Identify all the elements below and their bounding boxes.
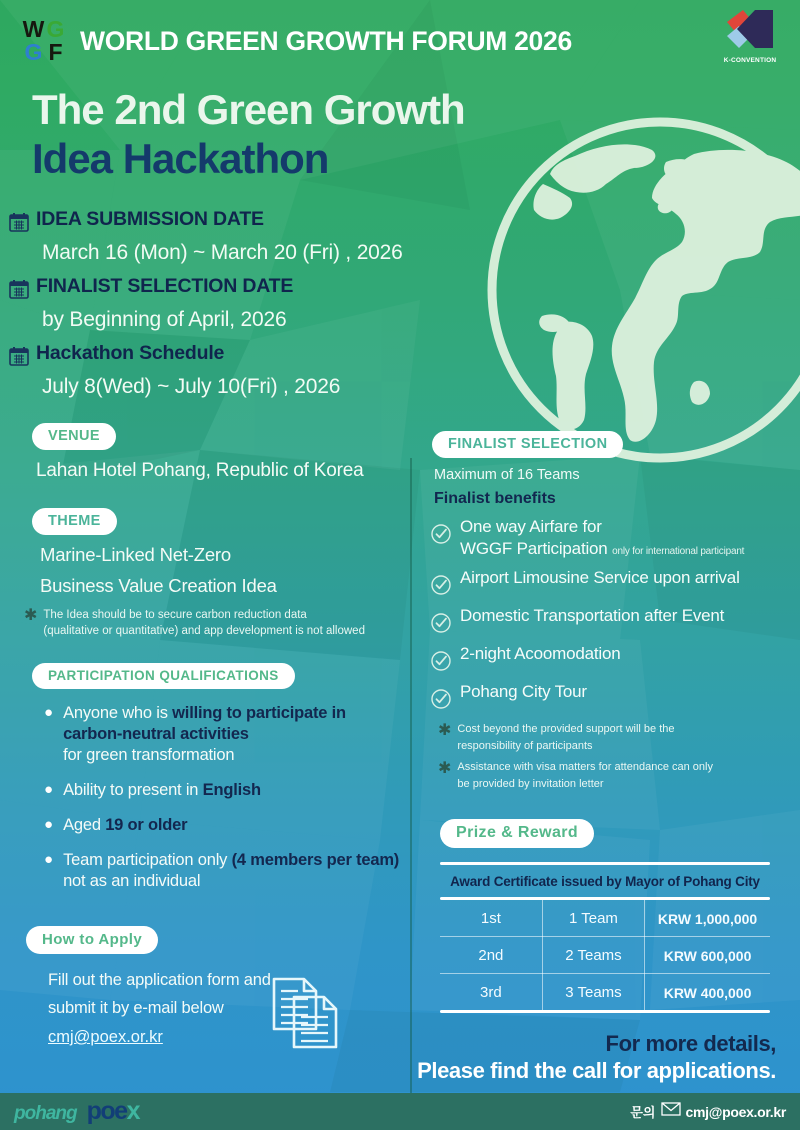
column-divider [410, 458, 412, 1098]
qualifications-list [44, 703, 408, 892]
list-item [430, 641, 800, 677]
list-item [430, 603, 800, 639]
content-columns [0, 409, 800, 1106]
poex-logo [87, 1097, 139, 1126]
footer-logos [14, 1097, 139, 1126]
k-convention-logo [718, 8, 782, 64]
calendar-icon [8, 278, 30, 305]
calendar-icon [8, 345, 30, 372]
date-value-submission: March 16 (Mon) ~ March 20 (Fri) , 2026 [42, 241, 403, 264]
poster-header [0, 0, 800, 64]
finalist-note-1-line-1: Cost beyond the provided support will be the [457, 723, 675, 735]
qual-1-c: carbon-neutral activities [63, 725, 249, 743]
bullet-icon: ● [44, 816, 54, 833]
apply-line-1: Fill out the application form and [48, 971, 271, 989]
prize-reward-pill: Prize & Reward [440, 819, 594, 848]
qual-4-a: Team participation only [63, 851, 232, 869]
date-value-schedule: July 8(Wed) ~ July 10(Fri) , 2026 [42, 375, 341, 398]
star-bullet-icon: ✱ [24, 607, 38, 624]
benefit-4-line-1: 2-night Acoomodation [460, 644, 621, 663]
bullet-icon: ● [44, 704, 54, 721]
theme-note [24, 607, 408, 639]
apply-email-link[interactable]: cmj@poex.or.kr [48, 1028, 163, 1046]
benefit-1-line-1: One way Airfare for [460, 517, 602, 536]
logo-letter-f: F [48, 39, 62, 65]
finalist-selection-pill: FINALIST SELECTION [432, 431, 623, 458]
k-convention-mark [723, 8, 777, 50]
apply-body [48, 966, 408, 1047]
prize-table [440, 900, 770, 1010]
prize-teams-3: 3 Teams [542, 974, 644, 1011]
table-row [440, 900, 770, 937]
benefit-3-line-1: Domestic Transportation after Event [460, 606, 725, 625]
logo-letter-g1: G [46, 16, 64, 42]
key-dates-section [8, 208, 800, 399]
theme-note-line-2: (qualitative or quantitative) and app development is not allowed [43, 625, 365, 637]
finalist-benefits-label: Finalist benefits [434, 490, 556, 507]
pohang-logo: pohang [14, 1103, 77, 1124]
date-row-schedule [8, 342, 800, 372]
left-column [0, 409, 408, 1106]
date-heading-schedule: Hackathon Schedule [36, 342, 225, 364]
theme-line-1: Marine-Linked Net-Zero [40, 544, 231, 565]
forum-title: WORLD GREEN GROWTH FORUM 2026 [80, 25, 572, 56]
qual-3-a: Aged [63, 816, 106, 834]
wggf-logo [22, 18, 66, 64]
qual-4-d: not as an individual [63, 872, 201, 890]
date-row-finalist [8, 275, 800, 305]
prize-rank-3: 3rd [440, 974, 542, 1011]
poex-main: poe [86, 1097, 127, 1125]
qual-1-b: willing to participate in [172, 704, 346, 722]
qual-2-b: English [202, 781, 261, 799]
list-item [44, 850, 408, 892]
qual-1-a: Anyone who is [63, 704, 173, 722]
theme-note-line-1: The Idea should be to secure carbon reduction data [43, 609, 307, 621]
hero-line-2: Idea Hackathon [32, 135, 329, 182]
qual-4-b: (4 members per team) [231, 851, 400, 869]
finalist-notes [438, 721, 800, 793]
more-details-line-1: For more details, [605, 1031, 776, 1056]
how-to-apply-pill: How to Apply [26, 926, 158, 954]
finalist-note-2-line-1: Assistance with visa matters for attendance can only [457, 761, 713, 773]
table-row [440, 937, 770, 974]
benefit-1-note: only for international participant [612, 546, 745, 557]
qual-3-b: 19 or older [105, 816, 188, 834]
check-circle-icon [430, 574, 452, 601]
qualifications-pill: PARTICIPATION QUALIFICATIONS [32, 663, 295, 689]
prize-amount-1: KRW 1,000,000 [645, 900, 770, 937]
benefits-list [430, 514, 800, 715]
qual-2-a: Ability to present in [63, 781, 203, 799]
finalist-note-2-line-2: be provided by invitation letter [457, 778, 604, 790]
footer-contact [630, 1102, 786, 1121]
hero-line-1: The 2nd Green Growth [32, 86, 465, 133]
list-item [430, 514, 800, 563]
prize-amount-2: KRW 600,000 [645, 937, 770, 974]
theme-line-2: Business Value Creation Idea [40, 575, 277, 596]
prize-table-block [440, 862, 770, 1013]
list-item [44, 780, 408, 801]
prize-rank-2: 2nd [440, 937, 542, 974]
check-circle-icon [430, 688, 452, 715]
prize-rank-1: 1st [440, 900, 542, 937]
footer-inquiry-label: 문의 [630, 1105, 656, 1120]
venue-pill: VENUE [32, 423, 116, 450]
check-circle-icon [430, 612, 452, 639]
list-item [44, 815, 408, 836]
prize-certificate-text: Award Certificate issued by Mayor of Pohang City [450, 874, 760, 889]
prize-teams-1: 1 Team [542, 900, 644, 937]
documents-icon [268, 973, 342, 1058]
date-row-submission [8, 208, 800, 238]
qual-1-d: for green transformation [63, 746, 235, 764]
logo-letter-g2: G [24, 39, 42, 65]
list-item [430, 565, 800, 601]
table-row [440, 974, 770, 1011]
date-heading-finalist: FINALIST SELECTION DATE [36, 275, 294, 297]
star-bullet-icon: ✱ [438, 722, 452, 739]
prize-teams-2: 2 Teams [542, 937, 644, 974]
finalist-note-1 [438, 721, 800, 755]
logo-letter-w: W [22, 16, 44, 42]
poster-footer [0, 1093, 800, 1130]
finalist-note-2 [438, 759, 800, 793]
prize-amount-3: KRW 400,000 [663, 984, 752, 1001]
prize-rule-bottom [440, 1010, 770, 1013]
theme-pill: THEME [32, 508, 117, 535]
date-heading-submission: IDEA SUBMISSION DATE [36, 208, 264, 230]
finalist-note-1-line-2: responsibility of participants [457, 740, 593, 752]
check-circle-icon [430, 523, 452, 550]
bullet-icon: ● [44, 781, 54, 798]
finalist-max-teams: Maximum of 16 Teams [434, 467, 580, 483]
star-bullet-icon: ✱ [438, 760, 452, 777]
bullet-icon: ● [44, 851, 54, 868]
list-item [44, 703, 408, 766]
venue-text: Lahan Hotel Pohang, Republic of Korea [36, 460, 364, 481]
date-value-finalist: by Beginning of April, 2026 [42, 308, 287, 331]
poex-x: x [126, 1097, 139, 1125]
more-details-line-2: Please find the call for applications. [417, 1058, 776, 1083]
k-convention-label: K-CONVENTION [723, 57, 777, 64]
right-column [408, 409, 800, 1106]
benefit-2-line-1: Airport Limousine Service upon arrival [460, 568, 740, 587]
apply-line-2: submit it by e-mail below [48, 999, 224, 1017]
benefit-1-line-2: WGGF Participation [460, 539, 608, 558]
hero-title [32, 86, 800, 184]
list-item [430, 679, 800, 715]
benefit-5-line-1: Pohang City Tour [460, 682, 587, 701]
footer-email: cmj@poex.or.kr [685, 1103, 786, 1120]
envelope-icon [661, 1102, 681, 1121]
check-circle-icon [430, 650, 452, 677]
calendar-icon [8, 211, 30, 238]
